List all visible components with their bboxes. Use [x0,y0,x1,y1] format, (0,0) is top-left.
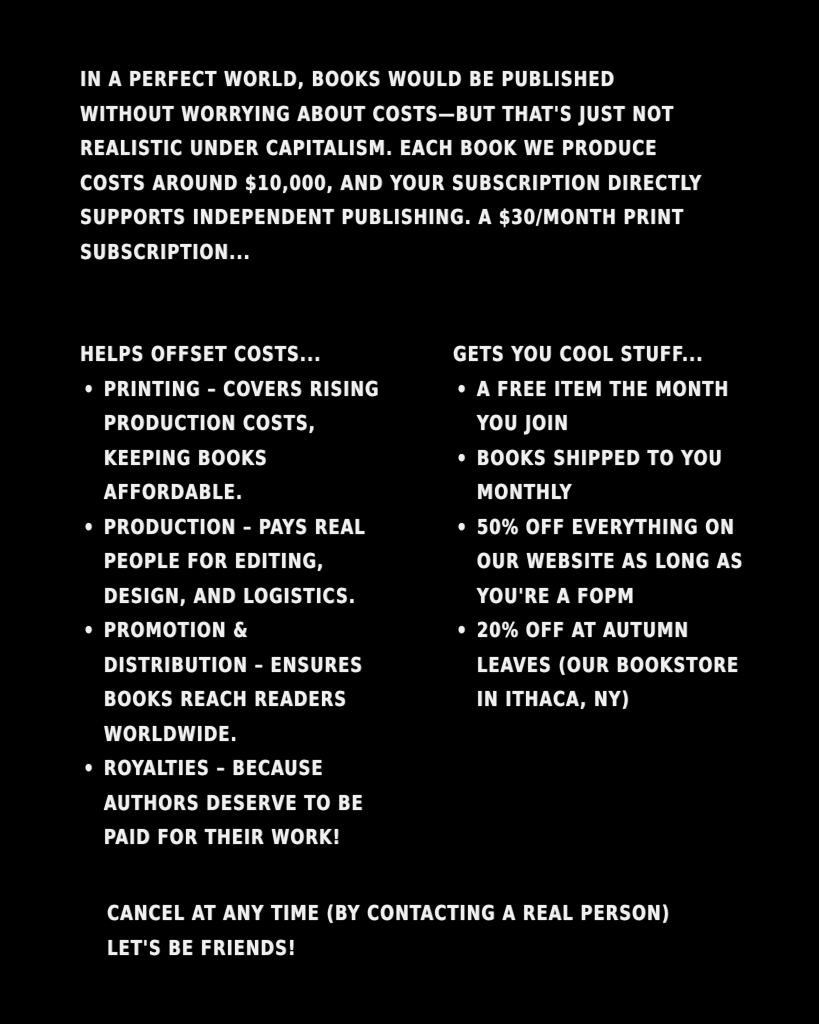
offset-costs-column [80,337,396,855]
list-item [80,613,396,751]
cancel-anytime-text: CANCEL AT ANY TIME (BY CONTACTING A REAL PERSON) [107,901,671,925]
list-item-text: A FREE ITEM THE MONTH YOU JOIN [476,376,730,435]
offset-costs-heading: HELPS OFFSET COSTS... [80,342,322,366]
footer [107,896,747,965]
list-item-text: PRODUCTION – PAYS REAL PEOPLE FOR EDITING, DESIGN, AND LOGISTICS. [103,514,366,608]
cool-stuff-column [453,337,761,717]
bullet-icon: • [456,618,468,642]
list-item [80,372,396,510]
intro-paragraph: IN A PERFECT WORLD, BOOKS WOULD BE PUBLISHED WITHOUT WORRYING ABOUT COSTS—BUT THAT'S JUST NOT REALISTIC UNDER CAPITALISM. EACH BOOK WE PRODUCE COSTS AROUND $10,000, AND YOUR SUBSCRIPTION DIRECTLY SUPPORTS INDEPENDENT PUBLISHING. A $30/MONTH PRINT SUBSCRIPTION... [80,67,702,264]
bullet-icon: • [83,756,95,780]
offset-costs-list [80,372,396,855]
bullet-icon: • [83,514,95,539]
bullet-icon: • [456,376,468,401]
list-item [453,441,761,510]
list-item-text: PRINTING – COVERS RISING PRODUCTION COSTS, KEEPING BOOKS AFFORDABLE. [103,376,380,504]
cool-stuff-list [453,372,761,717]
list-item-text: ROYALTIES – BECAUSE AUTHORS DESERVE TO BE PAID FOR THEIR WORK! [103,756,364,849]
bullet-icon: • [456,445,468,470]
list-item-text: 50% OFF EVERYTHING ON OUR WEBSITE AS LONG AS YOU'RE A FOPM [476,514,744,608]
bullet-icon: • [83,376,95,401]
cool-stuff-heading: GETS YOU COOL STUFF... [453,342,704,366]
list-item [80,751,396,855]
list-item [453,510,761,614]
list-item [80,510,396,614]
lets-be-friends-text: LET'S BE FRIENDS! [107,935,297,960]
list-item [453,372,761,441]
list-item [453,613,761,717]
bullet-icon: • [456,514,468,539]
bullet-icon: • [83,618,95,642]
list-item-text: BOOKS SHIPPED TO YOU MONTHLY [476,445,723,504]
list-item-text: 20% OFF AT AUTUMN LEAVES (OUR BOOKSTORE IN ITHACA, NY) [476,618,740,711]
list-item-text: PROMOTION & DISTRIBUTION – ENSURES BOOKS REACH READERS WORLDWIDE. [103,618,363,746]
